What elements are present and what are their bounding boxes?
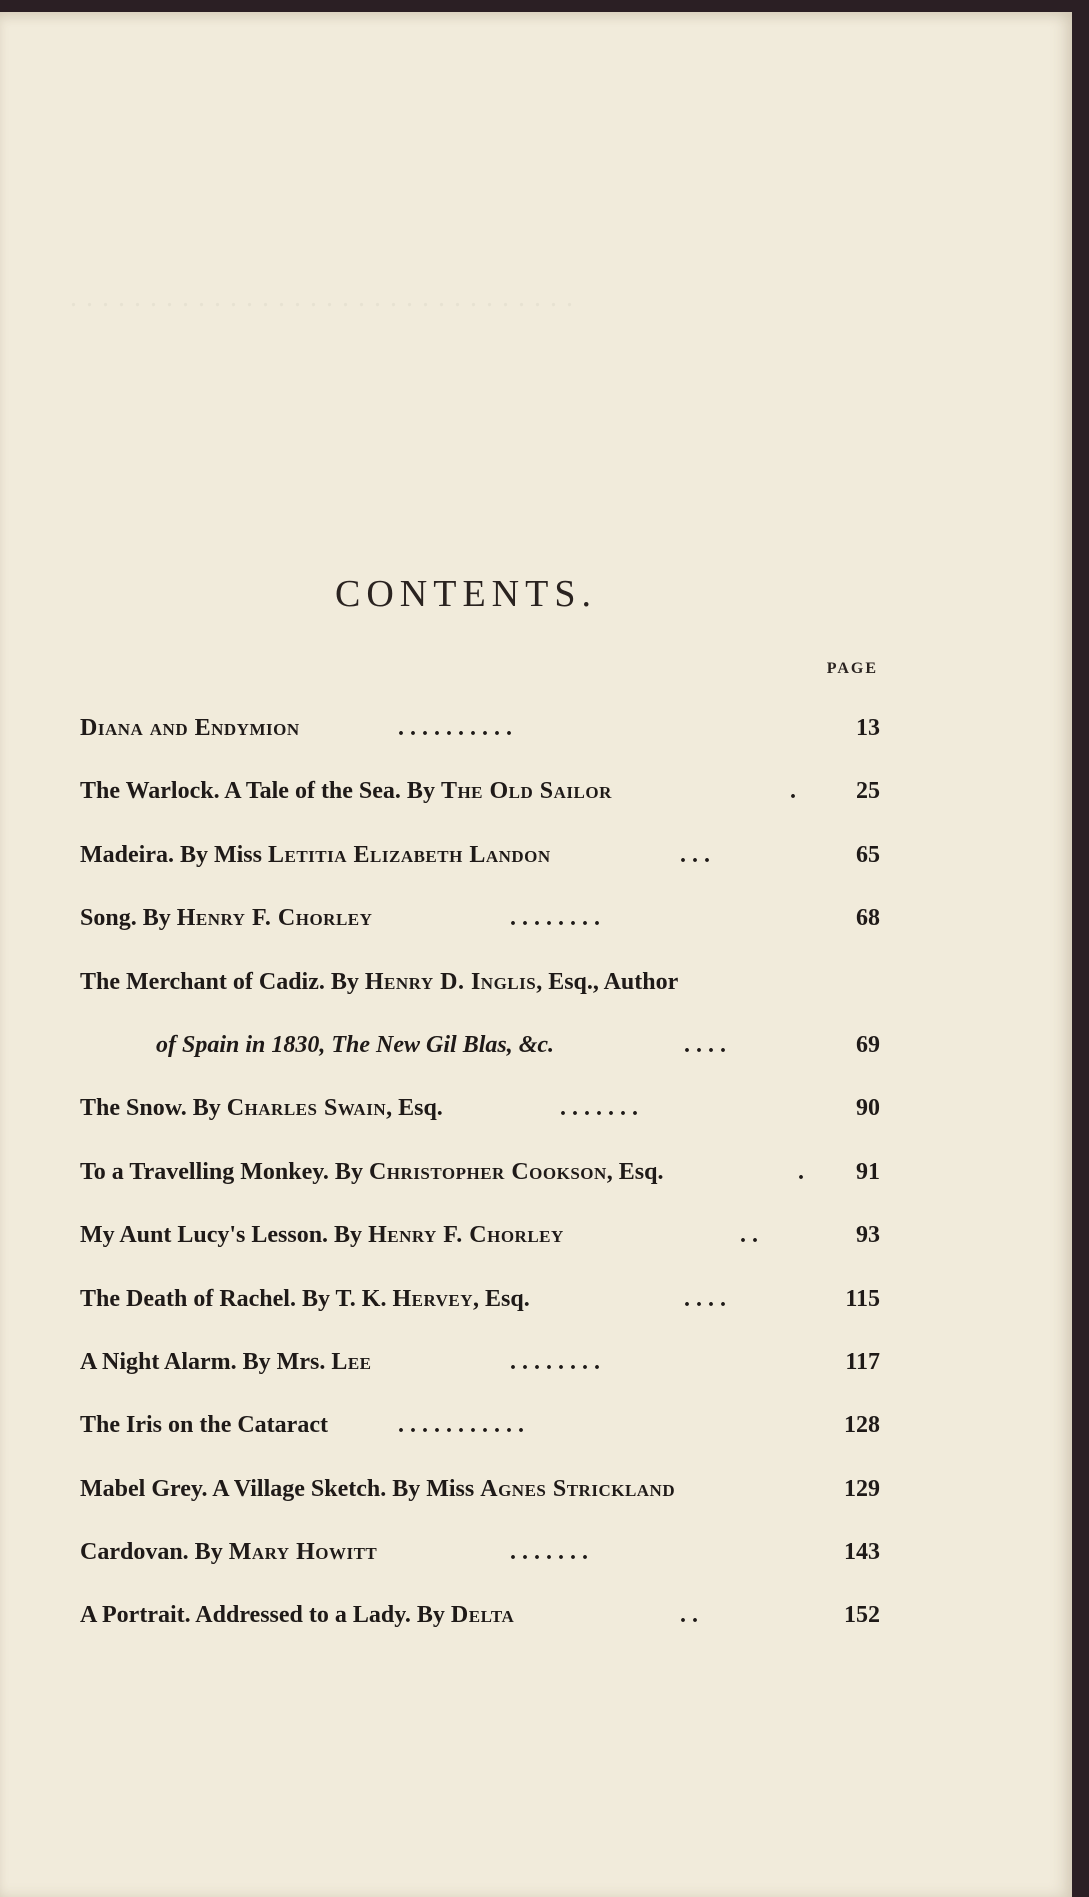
leader-dots: . . — [680, 1602, 698, 1629]
contents-entry — [80, 1019, 880, 1082]
contents-entry — [80, 956, 880, 1019]
leader-dots: . . — [740, 1222, 758, 1249]
entry-title: The Merchant of Cadiz. By Henry D. Inglis, Esq., Author — [80, 968, 679, 995]
leader-dots: . — [798, 1158, 804, 1185]
contents-entry — [80, 829, 880, 892]
entry-title: A Night Alarm. By Mrs. Lee — [80, 1348, 372, 1375]
contents-entry — [80, 1146, 880, 1209]
page-number: 115 — [845, 1285, 880, 1312]
contents-entry — [80, 892, 880, 955]
page-number: 143 — [844, 1539, 880, 1566]
entry-title: Mabel Grey. A Village Sketch. By Miss Agnes Strickland — [80, 1475, 676, 1502]
entry-title: Cardovan. By Mary Howitt — [80, 1539, 378, 1566]
entry-title: My Aunt Lucy's Lesson. By Henry F. Chorley — [80, 1222, 564, 1249]
leader-dots: . . . . . . . — [560, 1095, 638, 1122]
contents-entry — [80, 1082, 880, 1145]
entry-title: Madeira. By Miss Letitia Elizabeth Landon — [80, 841, 551, 868]
page-number: 69 — [856, 1031, 880, 1058]
page-number: 90 — [856, 1095, 880, 1122]
page-number: 25 — [856, 778, 880, 805]
page-number: 152 — [844, 1602, 880, 1629]
page-number: 68 — [856, 905, 880, 932]
page-number: 65 — [856, 841, 880, 868]
leader-dots: . . . . . . . . — [510, 905, 600, 932]
contents-entry — [80, 1273, 880, 1336]
contents-entry — [80, 1336, 880, 1399]
leader-dots: . . . — [680, 841, 710, 868]
entry-title: The Iris on the Cataract — [80, 1412, 328, 1439]
page-number: 129 — [844, 1475, 880, 1502]
entry-title: Diana and Endymion — [80, 715, 300, 741]
entry-title: A Portrait. Addressed to a Lady. By Delta — [80, 1602, 515, 1629]
leader-dots: . . . . — [684, 1285, 726, 1312]
page-number: 117 — [845, 1348, 880, 1375]
page-number: 91 — [856, 1158, 880, 1185]
leader-dots: . . . . . . . . . . — [398, 715, 512, 741]
page-number: 128 — [844, 1412, 880, 1439]
page-column-label: PAGE — [826, 660, 878, 677]
contents-entry — [80, 1463, 880, 1526]
page-number: 13 — [856, 715, 880, 741]
leader-dots: . . . . . . . . . . . — [398, 1412, 524, 1439]
contents-entry — [80, 702, 880, 765]
entry-title: To a Travelling Monkey. By Christopher Cookson, Esq. — [80, 1158, 664, 1185]
contents-entry — [80, 1589, 880, 1652]
entry-title: The Warlock. A Tale of the Sea. By The Old Sailor — [80, 778, 612, 805]
contents-entry — [80, 765, 880, 828]
contents-list — [80, 702, 880, 1653]
page-number: 93 — [856, 1222, 880, 1249]
entry-title: The Death of Rachel. By T. K. Hervey, Esq. — [80, 1285, 530, 1312]
show-through-text: . . . . . . . . . . . . . . . . . . . . . . . . . . . . . . . . — [70, 282, 574, 313]
leader-dots: . — [790, 778, 796, 805]
contents-entry — [80, 1209, 880, 1272]
contents-heading: CONTENTS. — [335, 573, 597, 615]
entry-title: of Spain in 1830, The New Gil Blas, &c. — [156, 1031, 555, 1058]
book-page — [0, 12, 1072, 1897]
entry-title: Song. By Henry F. Chorley — [80, 905, 373, 932]
contents-entry — [80, 1399, 880, 1462]
leader-dots: . . . . — [684, 1031, 726, 1058]
leader-dots: . . . . . . . . — [510, 1348, 600, 1375]
entry-title: The Snow. By Charles Swain, Esq. — [80, 1095, 443, 1122]
contents-entry — [80, 1526, 880, 1589]
leader-dots: . . . . . . . — [510, 1539, 588, 1566]
